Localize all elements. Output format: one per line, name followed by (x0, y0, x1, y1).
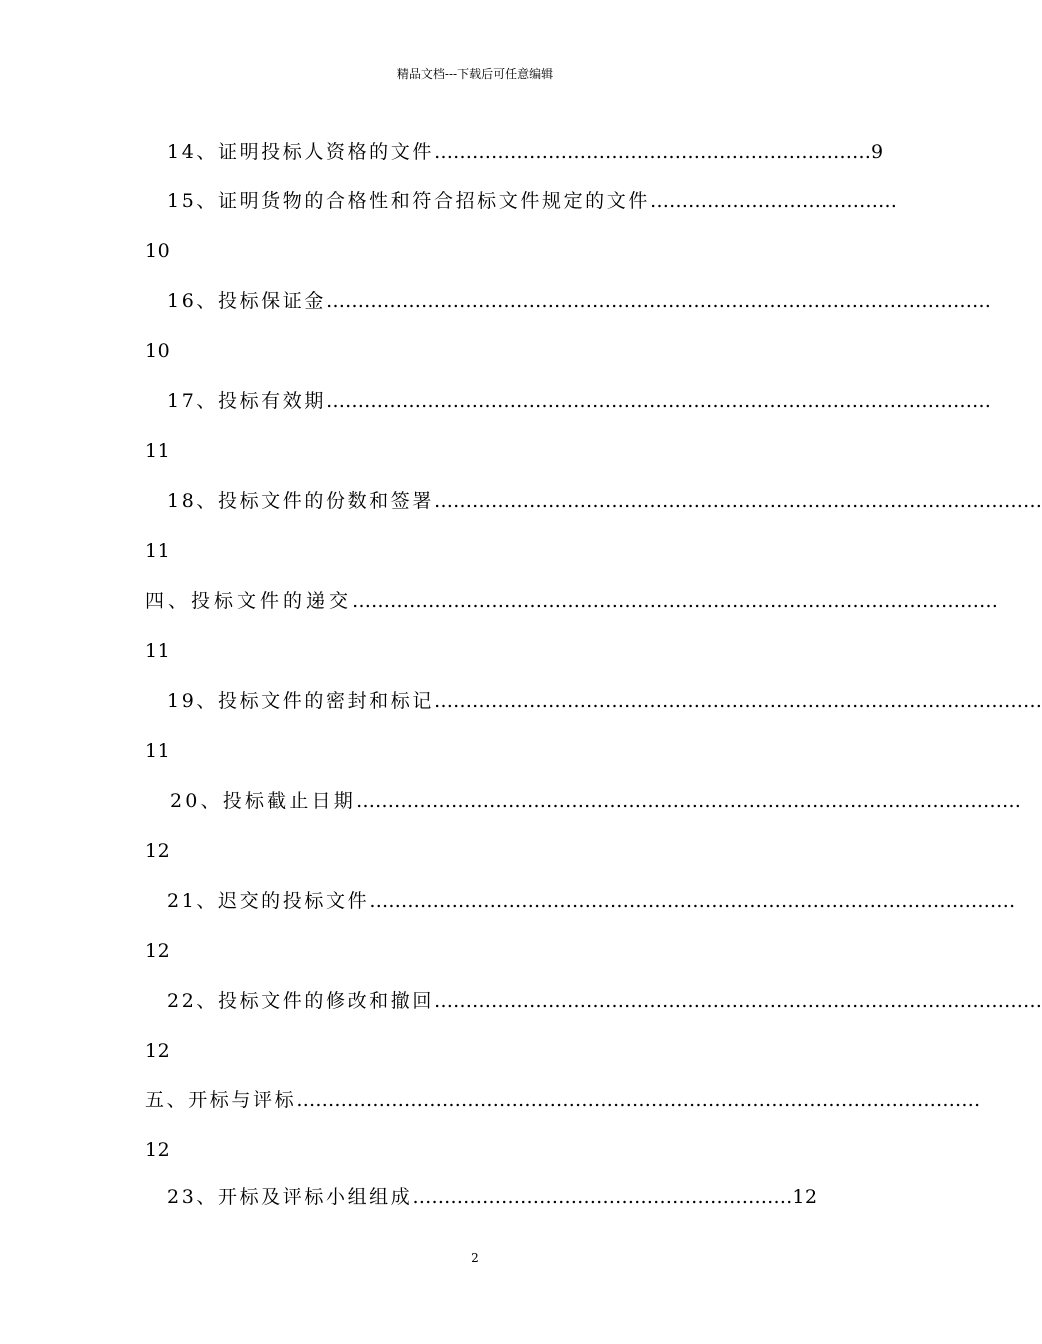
toc-entry-page: 12 (145, 1139, 171, 1161)
toc-entry-16-page (145, 338, 170, 364)
toc-entry-title: 17、投标有效期 (167, 390, 326, 412)
toc-entry-page: 12 (792, 1186, 818, 1208)
toc-entry-14 (167, 139, 884, 165)
toc-leader: …………………………………………………………… (433, 141, 871, 163)
toc-entry-20 (170, 788, 1021, 814)
toc-entry-22-page (145, 1038, 170, 1064)
toc-entry-title: 20、投标截止日期 (170, 790, 356, 812)
toc-entry-title: 五、开标与评标 (145, 1089, 297, 1111)
toc-entry-title: 四、投标文件的递交 (145, 590, 353, 612)
toc-leader: …………………………………………………………………………………… (433, 990, 1042, 1012)
toc-entry-23 (167, 1184, 818, 1210)
toc-leader: …………………………………………………………………………………………… (325, 390, 991, 412)
toc-entry-17 (167, 388, 991, 414)
toc-entry-title: 15、证明货物的合格性和符合招标文件规定的文件 (167, 190, 650, 212)
toc-entry-title: 21、迟交的投标文件 (167, 890, 370, 912)
toc-leader: ………………………………………………………………………………………… (369, 890, 1016, 912)
toc-entry-15 (167, 188, 897, 214)
toc-entry-title: 18、投标文件的份数和签署 (167, 490, 434, 512)
page-number: 2 (471, 1251, 479, 1265)
toc-entry-18-page (145, 538, 170, 564)
toc-leader: …………………………………………………………………………………… (433, 690, 1042, 712)
toc-entry-18 (167, 488, 1042, 514)
page-header: 精品文档---下载后可任意编辑 (396, 67, 554, 81)
toc-leader: …………………………………………………………………………………………… (325, 290, 991, 312)
toc-entry-21 (167, 888, 1016, 914)
toc-entry-19 (167, 688, 1042, 714)
toc-entry-21-page (145, 938, 170, 964)
toc-leader: ……………………………………………………………………………………………… (296, 1089, 981, 1111)
toc-entry-page: 10 (145, 340, 171, 362)
toc-entry-20-page (145, 838, 170, 864)
toc-entry-title: 16、投标保证金 (167, 290, 326, 312)
toc-entry-title: 23、开标及评标小组组成 (167, 1186, 413, 1208)
toc-entry-22 (167, 988, 1042, 1014)
toc-entry-15-page (145, 238, 170, 264)
toc-entry-title: 14、证明投标人资格的文件 (167, 141, 434, 163)
toc-entry-page: 11 (145, 740, 171, 762)
toc-entry-17-page (145, 438, 170, 464)
toc-leader: …………………………………………………… (412, 1186, 793, 1208)
toc-entry-16 (167, 288, 991, 314)
toc-section-5 (145, 1087, 981, 1113)
toc-entry-page: 9 (870, 141, 884, 163)
toc-leader: …………………………………………………………………………………………… (355, 790, 1021, 812)
toc-entry-page: 11 (145, 540, 171, 562)
toc-section-4-page (145, 638, 170, 664)
toc-entry-title: 22、投标文件的修改和撤回 (167, 990, 434, 1012)
toc-entry-page: 12 (145, 940, 171, 962)
toc-entry-page: 12 (145, 840, 171, 862)
toc-entry-page: 11 (145, 640, 171, 662)
toc-entry-page: 12 (145, 1040, 171, 1062)
toc-leader: …………………………………………………………………………………… (433, 490, 1042, 512)
toc-entry-page: 10 (145, 240, 171, 262)
toc-section-5-page (145, 1137, 170, 1163)
toc-entry-19-page (145, 738, 170, 764)
toc-leader: ………………………………… (649, 190, 897, 212)
toc-leader: ………………………………………………………………………………………… (352, 590, 999, 612)
toc-entry-title: 19、投标文件的密封和标记 (167, 690, 434, 712)
toc-section-4 (145, 588, 999, 614)
toc-entry-page: 11 (145, 440, 171, 462)
